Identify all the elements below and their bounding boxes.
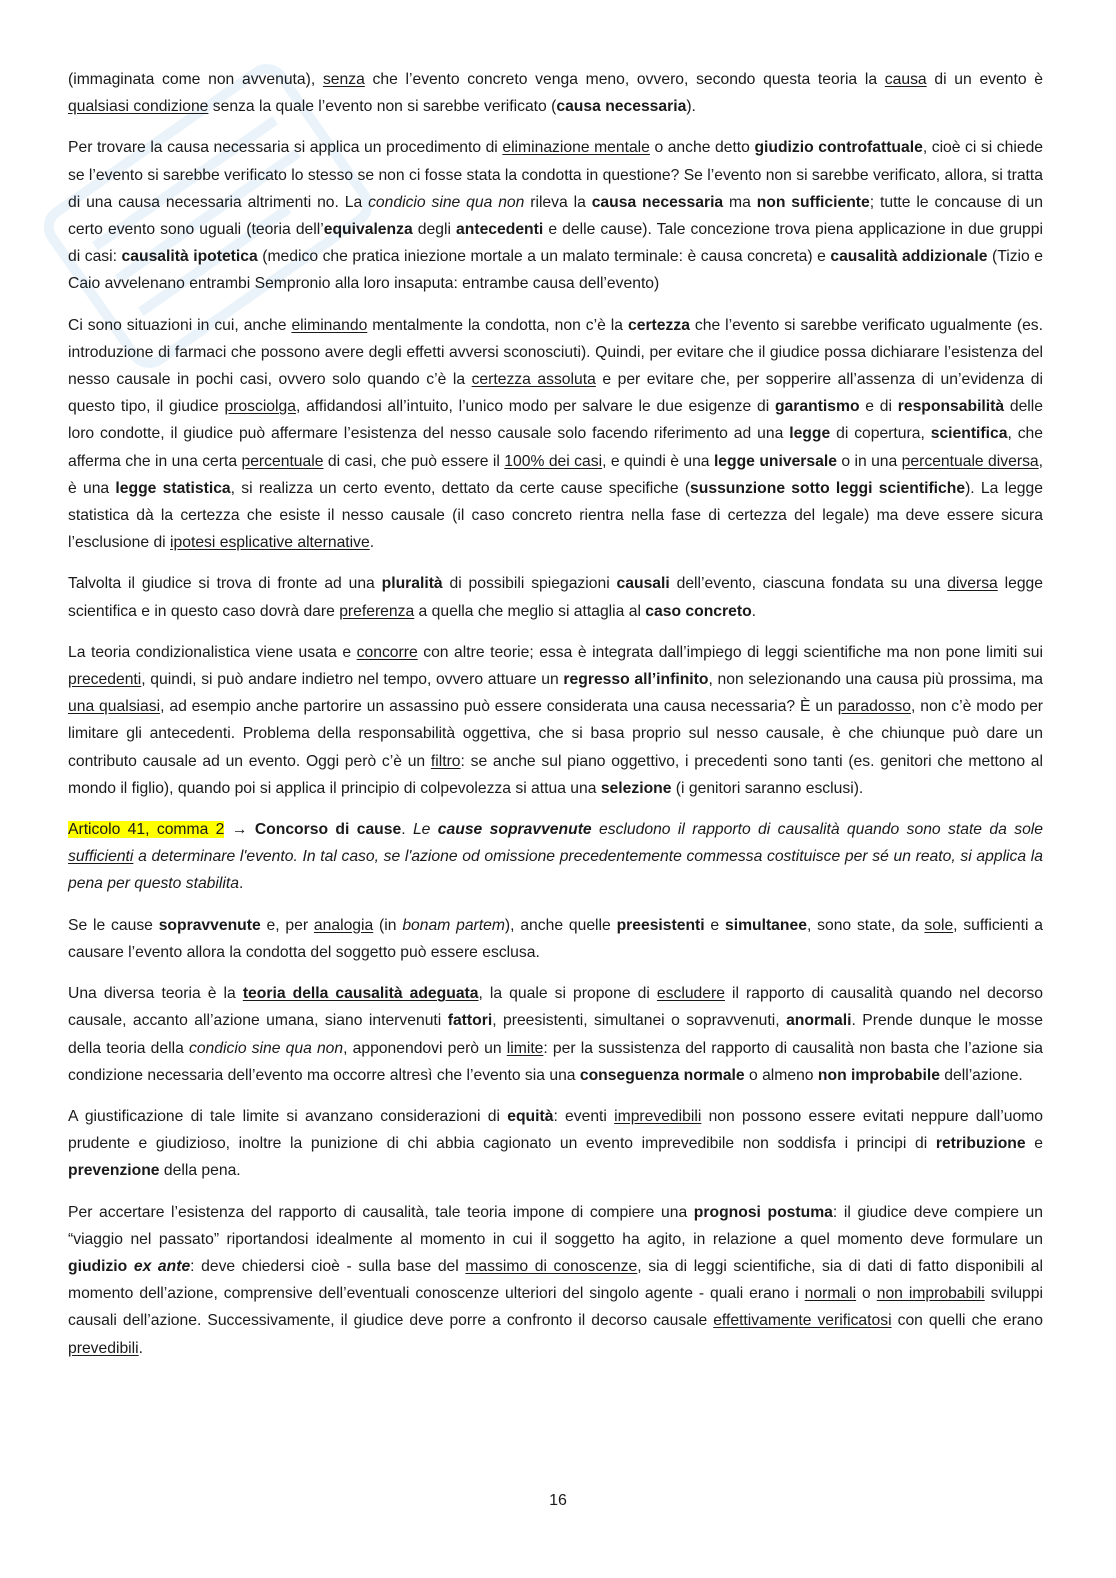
text-run: dell’azione.	[939, 1066, 1023, 1084]
text-run: con quelli che erano	[891, 1312, 1044, 1330]
underlined-term: prevedibili	[68, 1339, 139, 1357]
text-run: .	[138, 1339, 143, 1357]
text-run: , è una	[68, 452, 1043, 497]
text-run: ). La legge statistica dà la certezza che esiste il nesso causale (il caso concreto rientra nella fase di certezza del legale) ma deve essere sicura l’esclusione di	[68, 479, 1043, 552]
underlined-term: causa	[884, 71, 927, 88]
text-run: e	[704, 916, 725, 934]
text-run: rileva la	[524, 193, 592, 211]
text-run: , sono state, da	[806, 916, 925, 934]
text-run: .	[369, 534, 375, 552]
italic-text: Le	[412, 821, 438, 839]
text-run: con altre teorie; essa è integrata dall’impiego di leggi scientifiche ma non pone limiti sui	[417, 643, 1043, 661]
text-run: : se anche sul piano oggettivo, i precedenti sono tanti (es. genitori che mettono al mondo il figlio), quando poi si applica il principio di colpevolezza si attua una	[68, 752, 1044, 797]
text-run: , non c’è modo per limitare gli antecedenti. Problema della responsabilità oggettiva, che si basa proprio sul nesso causale, è che chiunque può dare un contributo causale ad un evento. Oggi però c’è un	[68, 698, 1044, 770]
text-run: ).	[686, 98, 696, 116]
italic-text: bonam partem	[402, 916, 505, 934]
paragraph-pluralita-spiegazioni	[68, 570, 1043, 624]
text-run: A giustificazione di tale limite si avanzano considerazioni di	[68, 1107, 508, 1125]
text-run: : eventi	[553, 1107, 615, 1125]
underlined-term: escludere	[656, 985, 725, 1003]
text-run: .	[401, 821, 413, 839]
underlined-term: 100% dei casi	[504, 452, 603, 470]
bold-term: sopravvenute	[158, 916, 261, 934]
bold-term: pluralità	[381, 575, 443, 593]
underlined-term: senza	[322, 71, 365, 88]
text-run: (in	[373, 916, 403, 934]
text-run: o in una	[836, 452, 902, 470]
text-run: , preesistenti, simultanei o sopravvenuti,	[492, 1012, 787, 1030]
text-run: : il giudice deve compiere un “viaggio nel passato” riportandosi idealmente al momento in cui il soggetto ha agito, in relazione a quel momento deve formulare un	[68, 1203, 1043, 1248]
bold-term: fattori	[447, 1012, 493, 1030]
text-run: ; tutte le concause di un certo evento sono uguali (teoria dell’	[68, 193, 1044, 239]
underlined-term: percentuale	[241, 452, 324, 470]
bold-term: ex ante	[133, 1257, 191, 1275]
underlined-term: preferenza	[339, 602, 415, 620]
italic-text: sufficienti	[68, 848, 134, 866]
text-run: ma	[723, 193, 757, 211]
bold-term: caso concreto	[645, 602, 752, 620]
text-run: il rapporto di causalità quando nel decorso causale, accanto all’azione umana, siano intervenuti	[68, 985, 1043, 1030]
bold-term: preesistenti	[616, 916, 705, 934]
bold-term: selezione	[600, 779, 672, 797]
text-run: , non selezionando una causa più prossima, ma	[708, 671, 1043, 689]
bold-term: causa necessaria	[591, 193, 724, 211]
text-run: ), anche quelle	[504, 916, 617, 934]
text-run: di un evento è	[926, 71, 1043, 88]
paragraph-articolo-41	[68, 816, 1043, 898]
italic-text: escludono il rapporto di causalità quando sono state da sole	[591, 821, 1043, 839]
text-run: senza la quale l’evento non si sarebbe verificato (	[208, 98, 557, 116]
bold-term: causali	[616, 575, 670, 593]
text-run: o almeno	[744, 1066, 818, 1084]
bold-term: legge statistica	[115, 479, 231, 497]
text-run: dell’evento, ciascuna fondata su una	[669, 575, 948, 593]
bold-term: prognosi postuma	[693, 1203, 833, 1221]
text-run: : per la sussistenza del rapporto di causalità non basta che l’azione sia condizione necessaria dell’evento ma occorre altresì che l’evento sia una	[68, 1039, 1043, 1084]
text-run: che l’evento concreto venga meno, ovvero, secondo questa teoria la	[364, 71, 885, 88]
text-run: , la quale si propone di	[478, 985, 657, 1003]
text-run: , cioè ci si chiede se l’evento si sarebbe verificato lo stesso se non ci fosse stata la condotta in questione? Se l’evento non si sarebbe verificato, allora, si tratta di una causa necessaria altrimenti no. La	[68, 139, 1044, 211]
text-run: o	[856, 1285, 877, 1303]
text-run: Se le cause	[68, 916, 159, 934]
text-run: legge scientifica e in questo caso dovrà dare	[68, 575, 1043, 620]
text-run: , affidandosi all’intuito, l’unico modo per salvare le due esigenze di	[295, 398, 775, 416]
paragraph-giustificazione-limite	[68, 1103, 1043, 1185]
underlined-term: prosciolga	[224, 398, 296, 416]
text-run: Per trovare la causa necessaria si applica un procedimento di	[68, 139, 503, 157]
bold-term: garantismo	[774, 398, 860, 416]
text-run: della pena.	[159, 1162, 241, 1180]
text-run: , sufficienti a causare l’evento allora la condotta del soggetto può essere esclusa.	[68, 916, 1043, 961]
bold-term: cause sopravvenute	[437, 821, 592, 839]
text-run: e delle cause). Tale concezione trova piena applicazione in due gruppi di casi:	[68, 221, 1043, 266]
text-run: La teoria condizionalistica viene usata e	[68, 643, 357, 661]
underlined-term: una qualsiasi	[68, 698, 161, 716]
paragraph-causalita-adeguata	[68, 980, 1043, 1089]
text-run: , quindi, si può andare indietro nel tempo, ovvero attuare un	[141, 671, 564, 689]
text-run: , ad esempio anche partorire un assassino può essere considerata una causa necessaria? È un	[160, 698, 838, 716]
text-run: (immaginata come non avvenuta),	[68, 71, 323, 88]
bold-term: causa necessaria	[556, 98, 687, 116]
bold-term: sussunzione sotto leggi scientifiche	[690, 479, 966, 497]
underlined-term: eliminazione mentale	[502, 139, 650, 157]
text-run: non possono essere evitati neppure dall’uomo prudente e giudizioso, inoltre la punizione di chi abbia cagionato un evento imprevedibile non soddisfa i principi di	[68, 1107, 1044, 1153]
text-run: Talvolta il giudice si trova di fronte ad una	[68, 575, 382, 593]
underlined-term: precedenti	[68, 671, 142, 689]
text-run: , apponendovi però un	[343, 1039, 507, 1057]
bold-term: equità	[507, 1107, 554, 1125]
bold-term: legge	[789, 425, 831, 443]
text-run: : deve chiedersi cioè - sulla base del	[190, 1257, 466, 1275]
underlined-term: qualsiasi condizione	[68, 98, 209, 116]
underlined-term: paradosso	[837, 698, 911, 716]
text-run: .	[238, 875, 244, 893]
bold-term: non sufficiente	[756, 193, 870, 211]
underlined-term: effettivamente verificatosi	[713, 1312, 892, 1330]
bold-term: non improbabile	[817, 1066, 940, 1084]
underlined-term: ipotesi esplicative alternative	[170, 534, 370, 552]
underlined-term: massimo di conoscenze	[465, 1257, 638, 1275]
underlined-term: filtro	[430, 752, 461, 770]
arrow-right-icon: →	[231, 821, 248, 839]
bold-term: giudizio	[68, 1257, 134, 1275]
underlined-term: analogia	[313, 916, 374, 934]
paragraph-certezza-legge-scientifica	[68, 312, 1043, 557]
paragraph-condicio-definition	[68, 66, 1043, 120]
text-run: degli	[412, 221, 457, 239]
underlined-term: normali	[804, 1285, 857, 1303]
underlined-term: sole	[924, 916, 954, 934]
page-number: 16	[549, 1492, 567, 1509]
text-run: e di	[859, 398, 898, 416]
text-run	[224, 821, 231, 838]
text-run: e per evitare che, per sopperire all’assenza di un’evidenza di questo tipo, il giudice	[68, 371, 1043, 416]
paragraph-prognosi-postuma	[68, 1199, 1043, 1362]
paragraph-eliminazione-mentale	[68, 134, 1043, 297]
bold-term: causalità ipotetica	[121, 248, 258, 266]
underlined-term: certezza assoluta	[471, 371, 596, 389]
text-run: . Prende dunque le mosse della teoria della	[68, 1012, 1044, 1057]
bold-term: teoria della causalità adeguata	[242, 985, 479, 1003]
underlined-term: limite	[506, 1039, 544, 1057]
document-page	[68, 66, 1043, 1376]
bold-term: conseguenza normale	[579, 1066, 745, 1084]
bold-term: equivalenza	[323, 221, 413, 239]
underlined-term: eliminando	[291, 316, 368, 334]
italic-text: condicio sine qua non	[188, 1039, 344, 1057]
text-run: (medico che pratica iniezione mortale a un malato terminale: è causa concreta) e	[257, 248, 831, 266]
text-run: di casi, che può essere il	[323, 452, 505, 470]
bold-term: responsabilità	[897, 398, 1005, 416]
text-run: e	[1025, 1135, 1043, 1153]
text-run: che l’evento si sarebbe verificato ugualmente (es. introduzione di farmaci che possono avere degli effetti avversi sconosciuti). Quindi, per evitare che il giudice possa dichiarare l’esistenza del nesso causale in pochi casi, ovvero solo quando c’è la	[68, 316, 1044, 389]
text-run: Una diversa teoria è la	[68, 985, 243, 1003]
bold-term: antecedenti	[456, 221, 544, 239]
text-run: Ci sono situazioni in cui, anche	[68, 316, 292, 334]
text-run: o anche detto	[649, 139, 755, 157]
text-run: delle loro condotte, il giudice può affermare l’esistenza del nesso causale solo facendo riferimento ad una	[68, 398, 1043, 443]
bold-term: legge universale	[713, 452, 837, 470]
bold-term: Concorso di cause	[254, 821, 402, 839]
text-run: , si realizza un certo evento, dettato da certe cause specifiche (	[230, 479, 691, 497]
text-run: mentalmente la condotta, non c’è la	[367, 316, 628, 334]
bold-term: prevenzione	[68, 1162, 160, 1180]
bold-term: scientifica	[930, 425, 1008, 443]
bold-term: simultanee	[724, 916, 807, 934]
bold-term: regresso all’infinito	[563, 671, 709, 689]
underlined-term: imprevedibili	[614, 1107, 702, 1125]
italic-text: condicio sine qua non	[368, 193, 525, 211]
text-run: Per accertare l’esistenza del rapporto di causalità, tale teoria impone di compiere una	[68, 1203, 694, 1221]
text-run: a quella che meglio si attaglia al	[414, 602, 646, 620]
text-run: , e quindi è una	[602, 452, 714, 470]
underlined-term: non improbabili	[876, 1285, 985, 1303]
underlined-term: percentuale diversa	[901, 452, 1039, 470]
text-run	[247, 821, 254, 838]
bold-term: retribuzione	[935, 1135, 1026, 1153]
text-run: , che afferma che in una certa	[68, 425, 1043, 470]
italic-text: a determinare l'evento. In tal caso, se l'azione od omissione precedentemente commessa costituisce per sé un reato, si applica la pena per questo stabilita	[68, 848, 1043, 893]
text-run: di copertura,	[830, 425, 931, 443]
bold-term: certezza	[628, 316, 690, 334]
paragraph-regresso-infinito	[68, 639, 1043, 802]
text-run: (Tizio e Caio avvelenano entrambi Sempronio alla loro insaputa: entrambe causa dell’evento)	[68, 248, 1044, 293]
text-run: (i genitori saranno esclusi).	[671, 779, 864, 797]
bold-term: anormali	[786, 1012, 852, 1030]
bold-term: causalità addizionale	[830, 248, 988, 266]
text-run: .	[751, 602, 757, 620]
paragraph-cause-sopravvenute	[68, 912, 1043, 966]
text-run: , sia di leggi scientifiche, sia di dati di fatto disponibili al momento dell’azione, comprensive dell’eventuali conoscenze ulteriori del singolo agente - quali erano i	[68, 1257, 1043, 1303]
highlighted-reference: Articolo 41, comma 2	[68, 821, 225, 839]
underlined-term: concorre	[356, 643, 418, 661]
underlined-term: diversa	[947, 575, 998, 593]
text-run: sviluppi causali dell’azione. Successivamente, il giudice deve porre a confronto il decorso causale	[68, 1285, 1043, 1330]
text-run: di possibili spiegazioni	[442, 575, 617, 593]
text-run: e, per	[260, 916, 314, 934]
bold-term: giudizio controfattuale	[754, 139, 923, 157]
